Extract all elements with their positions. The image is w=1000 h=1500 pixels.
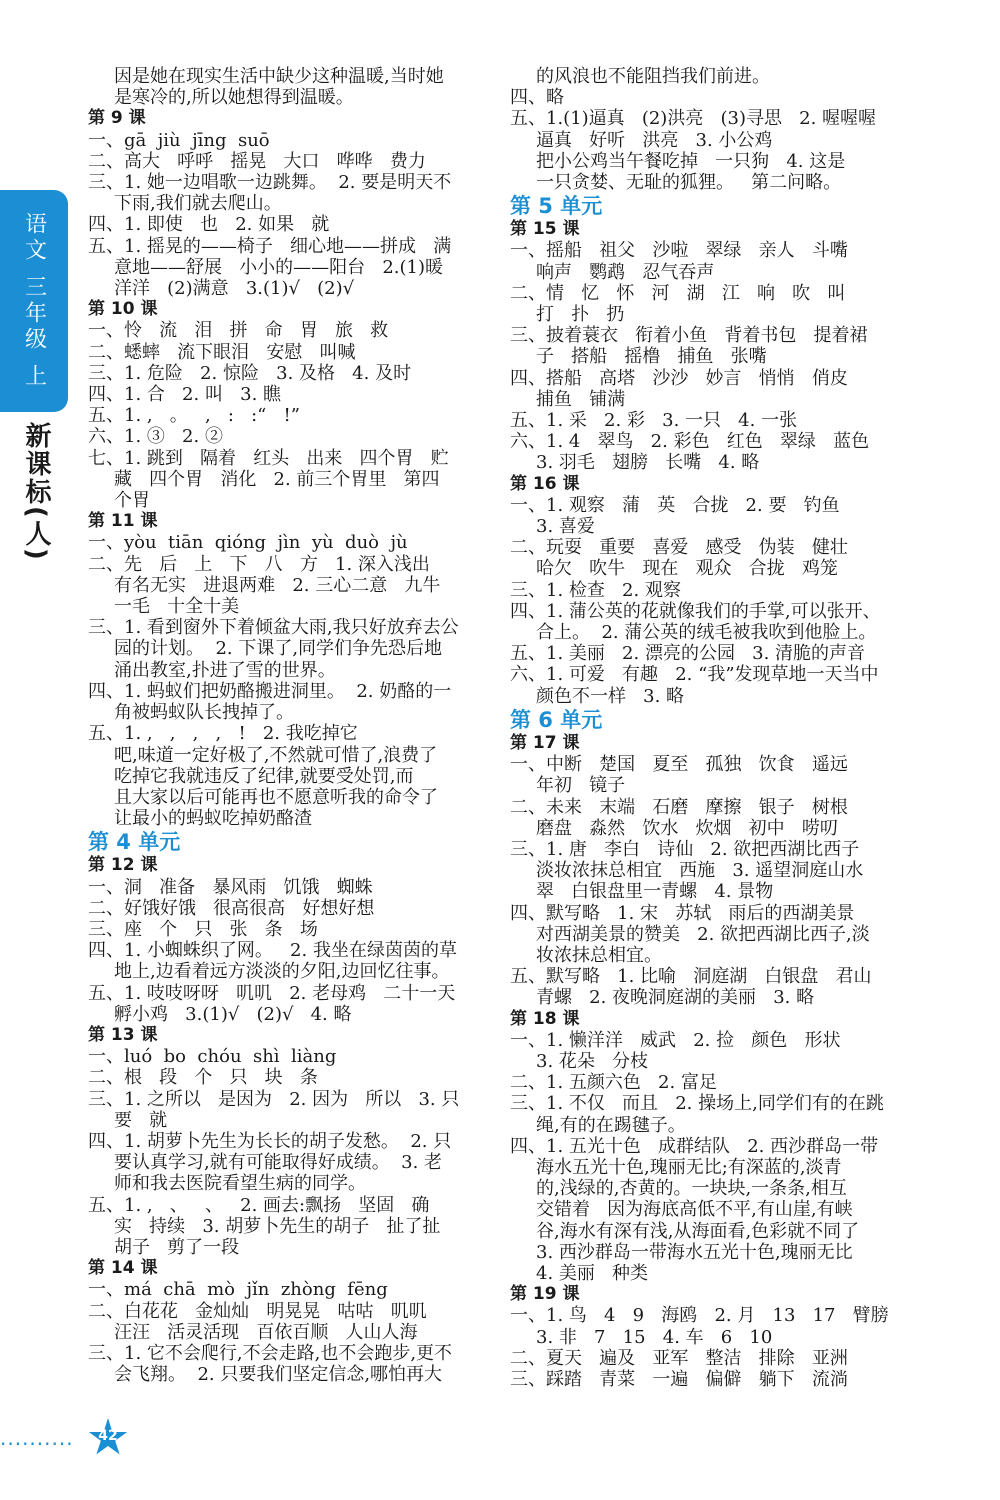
answer-line: 海水五光十色,瑰丽无比;有深蓝的,淡青 [536,1156,842,1178]
answer-line: 3. 西沙群岛一带海水五光十色,瑰丽无比 [536,1241,853,1263]
answer-line: 实 持续 3. 胡萝卜先生的胡子 扯了扯 [114,1215,441,1237]
answer-line: 响声 鹦鹉 忍气吞声 [536,261,715,283]
answer-line: 洋洋 (2)满意 3.(1)√ (2)√ [114,278,355,300]
answer-line: 藏 四个胃 消化 2. 前三个胃里 第四 [114,468,440,490]
page-footer [0,1418,140,1458]
answer-line: 要 就 [114,1109,168,1131]
answer-line: 一只贪婪、无耻的狐狸。 第二问略。 [536,172,842,194]
right-column [510,66,918,1390]
footer-dots: ·········· [0,1432,74,1456]
answer-line: 五、1.(1)逼真 (2)洪亮 (3)寻思 2. 喔喔喔 [510,108,877,130]
answer-line: 五、1. , 、 、 2. 画去:飘扬 坚固 确 [88,1194,430,1216]
answer-line: 五、1. 美丽 2. 漂亮的公园 3. 清脆的声音 [510,643,866,665]
lesson-heading: 第 13 课 [88,1024,158,1045]
answer-line: 四、1. 蚂蚁们把奶酪搬进洞里。 2. 奶酪的一 [88,680,452,702]
answer-line: 个胃 [114,490,150,512]
subject-grade-text: 语文 三年级 上 [21,212,47,390]
answer-line: 四、1. 五光十色 成群结队 2. 西沙群岛一带 [510,1135,879,1157]
answer-line: 吧,味道一定好极了,不然就可惜了,浪费了 [114,744,438,766]
curriculum-label: 新课标(人) [21,422,51,562]
answer-line: 一、摇船 祖父 沙啦 翠绿 亲人 斗嘴 [510,240,848,262]
answer-line: 四、1. 胡萝卜先生为长长的胡子发愁。 2. 只 [88,1130,452,1152]
answer-line: 因是她在现实生活中缺少这种温暖,当时她 [114,66,444,87]
unit-heading: 第 6 单元 [510,707,603,732]
lesson-heading: 第 15 课 [510,219,580,240]
answer-line: 3. 花朵 分枝 [536,1050,649,1072]
answer-line: 三、座 个 只 张 条 场 [88,918,318,940]
answer-line: 五、1. 吱吱呀呀 叽叽 2. 老母鸡 二十一天 [88,982,456,1004]
answer-line: 一、má chā mò jǐn zhòng fēng [88,1279,388,1301]
answer-line: 把小公鸡当午餐吃掉 一只狗 4. 这是 [536,150,846,172]
answer-line: 有名无实 进退两难 2. 三心二意 九牛 [114,574,441,596]
answer-line: 五、默写略 1. 比喻 洞庭湖 白银盘 君山 [510,966,872,988]
lesson-heading: 第 18 课 [510,1008,580,1029]
answer-line: 一、luó bo chóu shì liàng [88,1046,337,1068]
lesson-heading: 第 12 课 [88,855,158,876]
answer-line: 一、1. 鸟 4 9 海鸥 2. 月 13 17 臂膀 [510,1305,889,1327]
answer-line: 磨盘 淼然 饮水 炊烟 初中 唠叨 [536,817,838,839]
answer-line: 逼真 好听 洪亮 3. 小公鸡 [536,129,773,151]
answer-line: 的,浅绿的,杏黄的。一块块,一条条,相互 [536,1178,847,1200]
answer-line: 是寒冷的,所以她想得到温暖。 [114,87,354,109]
answer-line: 角被蚂蚁队长拽掉了。 [114,702,294,724]
answer-line: 二、好饿好饿 很高很高 好想好想 [88,897,375,919]
answer-line: 胡子 剪了一段 [114,1236,240,1258]
unit-heading: 第 5 单元 [510,194,603,219]
answer-line: 五、1. , , , , ! 2. 我吃掉它 [88,723,358,745]
answer-line: 的风浪也不能阻挡我们前进。 [536,66,770,87]
answer-line: 意地——舒展 小小的——阳台 2.(1)暖 [114,256,443,278]
answer-line: 三、1. 不仅 而且 2. 操场上,同学们有的在跳 [510,1093,884,1115]
left-column [88,66,496,1385]
answer-line: 汪汪 活灵活现 百依百顺 人山人海 [114,1321,418,1343]
answer-line: 三、1. 她一边唱歌一边跳舞。 2. 要是明天不 [88,172,452,194]
answer-line: 七、1. 跳到 隔着 红头 出来 四个胃 贮 [88,447,449,469]
answer-line: 四、略 [510,87,564,109]
lesson-heading: 第 9 课 [88,108,146,129]
answer-line: 二、高大 呼呼 摇晃 大口 哗哗 费力 [88,150,426,172]
answer-line: 合上。 2. 蒲公英的绒毛被我吹到他脸上。 [536,622,877,644]
answer-line: 涌出教室,扑进了雪的世界。 [114,659,336,681]
answer-line: 捕鱼 铺满 [536,388,626,410]
answer-line: 二、蟋蟀 流下眼泪 安慰 叫喊 [88,341,356,363]
answer-line: 绳,有的在踢毽子。 [536,1114,686,1136]
answer-line: 五、1. 采 2. 彩 3. 一只 4. 一张 [510,410,798,432]
answer-line: 青螺 2. 夜晚洞庭湖的美丽 3. 略 [536,987,815,1009]
lesson-heading: 第 14 课 [88,1258,158,1279]
answer-line: 哈欠 吹牛 现在 观众 合拢 鸡笼 [536,558,838,580]
answer-line: 吃掉它我就违反了纪律,就要受处罚,而 [114,765,414,787]
answer-line: 二、夏天 遍及 亚军 整洁 排除 亚洲 [510,1347,848,1369]
answer-line: 翠 白银盘里一青螺 4. 景物 [536,881,774,903]
answer-line: 一、中断 楚国 夏至 孤独 饮食 遥远 [510,754,848,776]
answer-line: 四、1. 合 2. 叫 3. 瞧 [88,384,282,406]
answer-line: 淡妆浓抹总相宜 西施 3. 遥望洞庭山水 [536,860,864,882]
answer-line: 五、1. , 。 , : :“ !” [88,405,300,427]
answer-line: 妆浓抹总相宜。 [536,944,662,966]
answer-line: 4. 美丽 种类 [536,1262,649,1284]
answer-line: 会飞翔。 2. 只要我们坚定信念,哪怕再大 [114,1364,443,1386]
answer-line: 园的计划。 2. 下课了,同学们争先恐后地 [114,638,443,660]
answer-line: 三、1. 唐 李白 诗仙 2. 欲把西湖比西子 [510,838,860,860]
unit-heading: 第 4 单元 [88,830,181,855]
answer-line: 师和我去医院看望生病的同学。 [114,1173,366,1195]
answer-line: 对西湖美景的赞美 2. 欲把西湖比西子,淡 [536,923,870,945]
answer-line: 一毛 十全十美 [114,596,240,618]
lesson-heading: 第 17 课 [510,732,580,753]
answer-line: 要认真学习,就有可能取得好成绩。 3. 老 [114,1152,443,1174]
lesson-heading: 第 11 课 [88,511,158,532]
answer-line: 谷,海水有深有浅,从海面看,色彩就不同了 [536,1220,860,1242]
answer-line: 孵小鸡 3.(1)√ (2)√ 4. 略 [114,1003,352,1025]
answer-line: 3. 喜爱 [536,516,595,538]
answer-line: 一、1. 观察 蒲 英 合拢 2. 要 钓鱼 [510,494,840,516]
answer-line: 子 搭船 摇橹 捕鱼 张嘴 [536,346,767,368]
answer-line: 颜色不一样 3. 略 [536,685,685,707]
answer-line: 二、情 忆 怀 河 湖 江 响 吹 叫 [510,282,846,304]
answer-line: 3. 羽毛 翅膀 长嘴 4. 略 [536,452,760,474]
answer-line: 3. 非 7 15 4. 车 6 10 [536,1326,773,1348]
answer-line: 六、1. 4 翠鸟 2. 彩色 红色 翠绿 蓝色 [510,431,870,453]
answer-line: 交错着 因为海底高低不平,有山崖,有峡 [536,1199,853,1221]
answer-line: 四、默写略 1. 宋 苏轼 雨后的西湖美景 [510,902,855,924]
answer-line: 且大家以后可能再也不愿意听我的命令了 [114,786,438,808]
answer-line: 二、玩耍 重要 喜爱 感受 伪装 健壮 [510,537,848,559]
answer-line: 一、yòu tiān qióng jìn yù duò jù [88,532,408,554]
answer-line: 六、1. 可爱 有趣 2. “我”发现草地一天当中 [510,664,879,686]
answer-line: 四、1. 小蜘蛛织了网。 2. 我坐在绿茵茵的草 [88,940,457,962]
answer-line: 六、1. ③ 2. ② [88,426,223,448]
subject-grade-tab [0,190,68,412]
answer-line: 四、1. 即使 也 2. 如果 就 [88,214,330,236]
answer-line: 让最小的蚂蚁吃掉奶酪渣 [114,808,312,830]
answer-line: 四、搭船 高塔 沙沙 妙言 悄悄 俏皮 [510,367,848,389]
lesson-heading: 第 16 课 [510,473,580,494]
answer-line: 二、未来 末端 石磨 摩擦 银子 树根 [510,796,848,818]
answer-line: 三、1. 检查 2. 观察 [510,579,681,601]
answer-line: 一、1. 懒洋洋 威武 2. 捡 颜色 形状 [510,1029,841,1051]
answer-line: 下雨,我们就去爬山。 [114,193,282,215]
answer-line: 四、1. 蒲公英的花就像我们的手掌,可以张开、 [510,600,881,622]
answer-line: 一、gā jiù jīng suō [88,129,270,151]
answer-line: 二、白花花 金灿灿 明晃晃 咕咕 叽叽 [88,1300,427,1322]
answer-line: 三、踩踏 青菜 一遍 偏僻 躺下 流淌 [510,1368,848,1390]
answer-line: 二、先 后 上 下 八 方 1. 深入浅出 [88,553,430,575]
lesson-heading: 第 19 课 [510,1284,580,1305]
answer-line: 三、1. 它不会爬行,不会走路,也不会跑步,更不 [88,1342,453,1364]
answer-line: 二、根 段 个 只 块 条 [88,1067,318,1089]
answer-line: 三、披着蓑衣 衔着小鱼 背着书包 提着裙 [510,325,868,347]
page-number: 42 [98,1428,118,1444]
answer-line: 三、1. 危险 2. 惊险 3. 及格 4. 及时 [88,362,412,384]
answer-line: 地上,边看着远方淡淡的夕阳,边回忆往事。 [114,961,450,983]
answer-line: 五、1. 摇晃的——椅子 细心地——拼成 满 [88,235,452,257]
answer-line: 二、1. 五颜六色 2. 富足 [510,1072,717,1094]
answer-line: 三、1. 之所以 是因为 2. 因为 所以 3. 只 [88,1088,460,1110]
answer-line: 年初 镜子 [536,775,626,797]
answer-line: 一、洞 准备 暴风雨 饥饿 蜘蛛 [88,876,373,898]
answer-line: 一、怜 流 泪 拼 命 胃 旅 救 [88,320,389,342]
answer-line: 三、1. 看到窗外下着倾盆大雨,我只好放弃去公 [88,617,459,639]
answer-line: 打 扑 扔 [536,304,625,326]
lesson-heading: 第 10 课 [88,299,158,320]
